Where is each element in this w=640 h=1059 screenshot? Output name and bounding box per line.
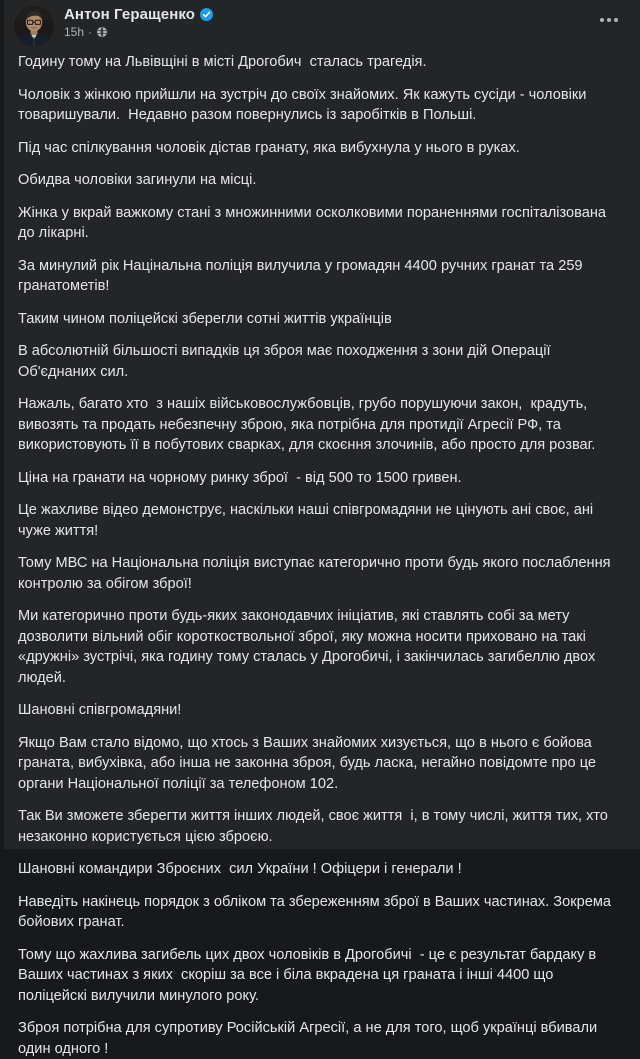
post-paragraph: Якщо Вам стало відомо, що хтось з Ваших знайомих хизується, що в нього є бойова граната, вибухівка, або інша не законна зброя, будь ласка, негайно повідомте про це органи Національної поліції за телефоном 102.: [18, 734, 601, 792]
post-paragraph: Чоловік з жінкою прийшли на зустріч до своїх знайомих. Як кажуть сусіди - чоловіки товаришували. Недавно разом повернулись із заробітків в Польші.: [18, 86, 591, 123]
post-paragraph: Годину тому на Львівщіні в місті Дрогобич сталась трагедія.: [18, 54, 427, 70]
post-timestamp[interactable]: 15h: [64, 25, 85, 39]
post-author-block: [64, 6, 213, 38]
post-paragraph: В абсолютній більшості випадків ця зброя має походження з зони дій Операції Об'єднаних сил.: [18, 343, 555, 380]
post-paragraph: Шановні співгромадяни!: [18, 702, 182, 718]
post-paragraph: Жінка у вкрай важкому стані з множинними осколковими пораненнями госпіталізована до лікарні.: [18, 204, 611, 241]
menu-dot: [614, 18, 618, 22]
verified-badge-icon: [200, 8, 213, 21]
post-paragraph: Ціна на гранати на чорному ринку зброї - від 500 то 1500 гривен.: [18, 469, 462, 486]
post-paragraph: За минулий рік Націнальна поліція вилучила у громадян 4400 ручних гранат та 259 гранатометів!: [18, 257, 587, 294]
menu-dot: [607, 18, 611, 22]
post-card: [4, 0, 640, 1057]
post-meta-row: [64, 26, 213, 38]
post-paragraph: Нажаль, багато хто з нашіх військовослужбовців, грубо порушуючи закон, крадуть, вивозять та продать небезпечну зброю, яка потрібна для протидії Агресії РФ, та використовують її в побутових сварках, для скоєння злочинів, або просто для розваг.: [18, 396, 596, 453]
post-paragraph: Тому МВС на Національна поліція виступає категорично проти будь якого послаблення контролю за обігом зброї!: [18, 555, 615, 592]
post-paragraph: Тому що жахлива загибель цих двох чоловіків в Дрогобичі - це є результат бардаку в Ваших частинах з яких скоріш за все і біла вкрадена ця граната і інші 4400 що поліцейскі вилучили минулого року.: [18, 946, 601, 1004]
post-paragraph: Зброя потрібна для супротиву Російській Агресії, а не для того, щоб українці вбивали один одного !: [18, 1020, 602, 1057]
post-paragraph: Наведіть накінець порядок з обліком та збереженням зброї в Ваших частинах. Зокрема бойових гранат.: [18, 893, 616, 930]
post-header: [4, 0, 640, 46]
post-paragraph: Це жахливе відео демонструє, наскільки наші співгромадяни не цінують ані своє, ані чуже життя!: [18, 502, 598, 539]
avatar[interactable]: [14, 6, 54, 46]
post-paragraph: Так Ви зможете зберегти життя інших людей, своє життя і, в тому числі, життя тих, хто незаконно користується цією зброєю.: [18, 808, 612, 845]
author-row: [64, 7, 213, 22]
post-paragraph: Таким чином поліцейскі зберегли сотні життів українців: [18, 310, 392, 327]
globe-icon[interactable]: [96, 26, 108, 38]
author-name[interactable]: Антон Геращенко: [64, 6, 196, 23]
post-paragraph: Шановні командири Зброєних сил України ! Офіцери і генерали !: [18, 861, 462, 877]
post-options-menu-button[interactable]: [596, 14, 622, 26]
menu-dot: [600, 18, 604, 22]
post-message-body: [4, 52, 640, 1059]
post-paragraph: Обидва чоловіки загинули на місці.: [18, 172, 257, 188]
post-paragraph: Під час спілкування чоловік дістав гранату, яка вибухнула у нього в руках.: [18, 139, 520, 156]
meta-separator: ·: [88, 25, 93, 39]
post-paragraph: Ми категорично проти будь-яких законодавчих ініціатив, які ставлять собі за мету дозволити вільний обіг короткоствольної зброї, яку можна носити приховано на такі «дружні» зустрічі, яка годину тому сталась у Дрогобичі, і закінчилась загибеллю двох людей.: [18, 608, 600, 686]
